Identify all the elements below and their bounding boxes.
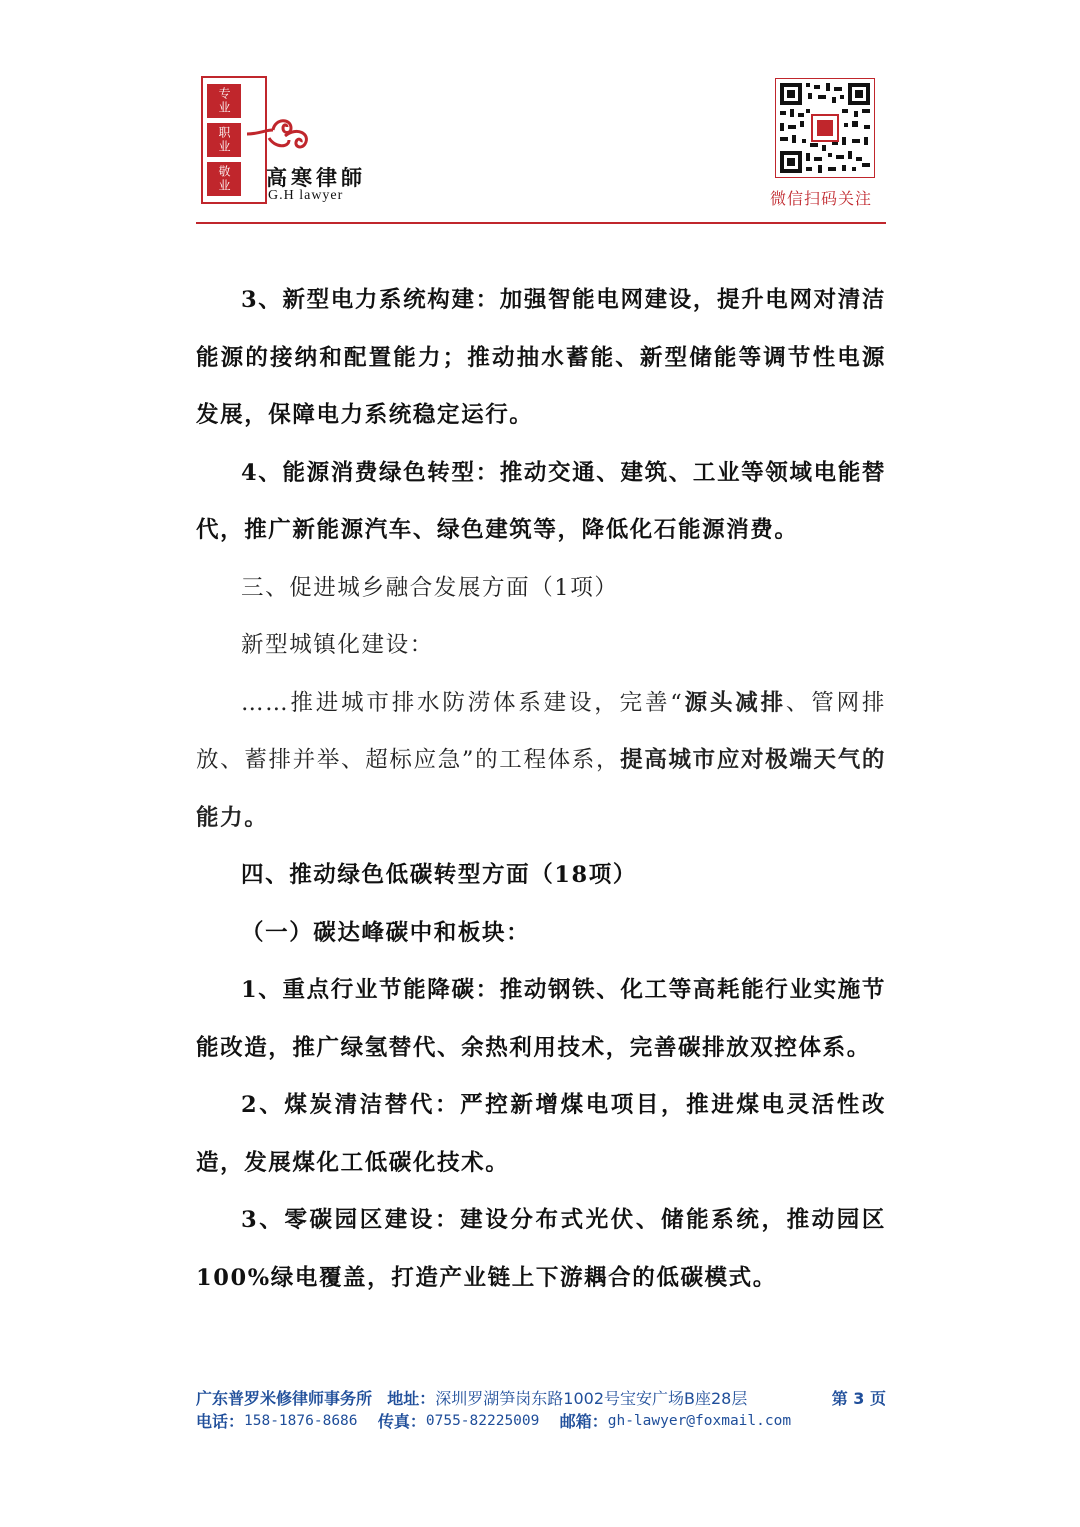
qr-code-icon xyxy=(776,79,874,177)
wechat-qr-code xyxy=(775,78,875,178)
paragraph-industry-carbon-lead: 1、重点行业节能降碳： xyxy=(241,977,500,1003)
footer-email: gh-lawyer@foxmail.com xyxy=(607,1413,792,1429)
document-body xyxy=(196,272,886,1307)
footer-row-1 xyxy=(196,1387,886,1410)
paragraph-drainage-part-d: 提高城市应对极端天气的能力。 xyxy=(196,747,886,831)
paragraph-zero-carbon-park xyxy=(196,1192,886,1307)
firm-name-en: G.H lawyer xyxy=(268,188,344,203)
paragraph-coal-replacement-text: 严控新增煤电项目，推进煤电灵活性改造，发展煤化工低碳化技术。 xyxy=(196,1092,886,1176)
paragraph-zero-carbon-park-text: 建设分布式光伏、储能系统，推动园区100%绿电覆盖，打造产业链上下游耦合的低碳模式。 xyxy=(196,1207,886,1291)
paragraph-power-system-lead: 3、新型电力系统构建： xyxy=(241,287,500,313)
footer-phone: 158-1876-8686 xyxy=(244,1413,358,1429)
paragraph-coal-replacement-lead: 2、煤炭清洁替代： xyxy=(241,1092,461,1118)
footer-phone-label: 电话： xyxy=(196,1412,245,1431)
paragraph-drainage-part-b: 源头减排 xyxy=(683,689,786,716)
logo-seal-2-text: 职业 xyxy=(217,126,231,154)
paragraph-drainage-part-c: 、管网排放、蓄排并举、超标应急”的工程体系， xyxy=(196,689,886,773)
paragraph-power-system-text: 加强智能电网建设，提升电网对清洁能源的接纳和配置能力；推动抽水蓄能、新型储能等调节性电源发展，保障电力系统稳定运行。 xyxy=(196,287,886,428)
section-heading-green-transition: 四、推动绿色低碳转型方面（18项） xyxy=(241,862,638,888)
footer-fax: 0755-82225009 xyxy=(425,1413,540,1429)
paragraph-zero-carbon-park-lead: 3、零碳园区建设： xyxy=(241,1207,461,1233)
footer-row-2 xyxy=(196,1410,886,1433)
firm-name-cn: 高寒律師 xyxy=(266,165,366,190)
paragraph-industry-carbon-text: 推动钢铁、化工等高耗能行业实施节能改造，推广绿氢替代、余热利用技术，完善碳排放双控体系。 xyxy=(196,977,886,1061)
paragraph-power-system xyxy=(196,272,886,445)
footer-address-line xyxy=(196,1387,747,1410)
cloud-ornament-icon xyxy=(245,112,315,162)
section-heading-urban-rural: 三、促进城乡融合发展方面（1项） xyxy=(241,574,619,601)
footer-page-number: 第 3 页 xyxy=(831,1389,886,1408)
logo-seal-1 xyxy=(207,84,241,118)
footer-fax-label: 传真： xyxy=(377,1412,426,1431)
subheading-urbanization: 新型城镇化建设： xyxy=(241,632,434,658)
page-header xyxy=(0,0,1080,230)
header-divider xyxy=(196,222,886,224)
qr-caption: 微信扫码关注 xyxy=(770,189,873,208)
logo-seal-1-text: 专业 xyxy=(217,87,231,115)
logo-seal-2 xyxy=(207,123,241,157)
paragraph-drainage-part-a: ……推进城市排水防涝体系建设，完善“ xyxy=(241,689,684,716)
footer-firm-name: 广东普罗米修律师事务所 xyxy=(196,1389,373,1408)
paragraph-drainage xyxy=(196,675,886,848)
paragraph-industry-carbon xyxy=(196,962,886,1077)
footer-address-label: 地址： xyxy=(387,1389,436,1408)
paragraph-energy-consumption xyxy=(196,445,886,560)
page-footer xyxy=(196,1387,886,1433)
footer-email-label: 邮箱： xyxy=(559,1412,608,1431)
subheading-carbon: （一）碳达峰碳中和板块： xyxy=(241,919,531,946)
logo-seal-3 xyxy=(207,162,241,196)
paragraph-coal-replacement xyxy=(196,1077,886,1192)
logo-seal-3-text: 敬业 xyxy=(217,165,231,193)
paragraph-energy-consumption-text: 推动交通、建筑、工业等领域电能替代，推广新能源汽车、绿色建筑等，降低化石能源消费。 xyxy=(196,459,886,543)
footer-address: 深圳罗湖笋岗东路1002号宝安广场B座28层 xyxy=(435,1389,748,1408)
paragraph-energy-consumption-lead: 4、能源消费绿色转型： xyxy=(241,459,500,486)
